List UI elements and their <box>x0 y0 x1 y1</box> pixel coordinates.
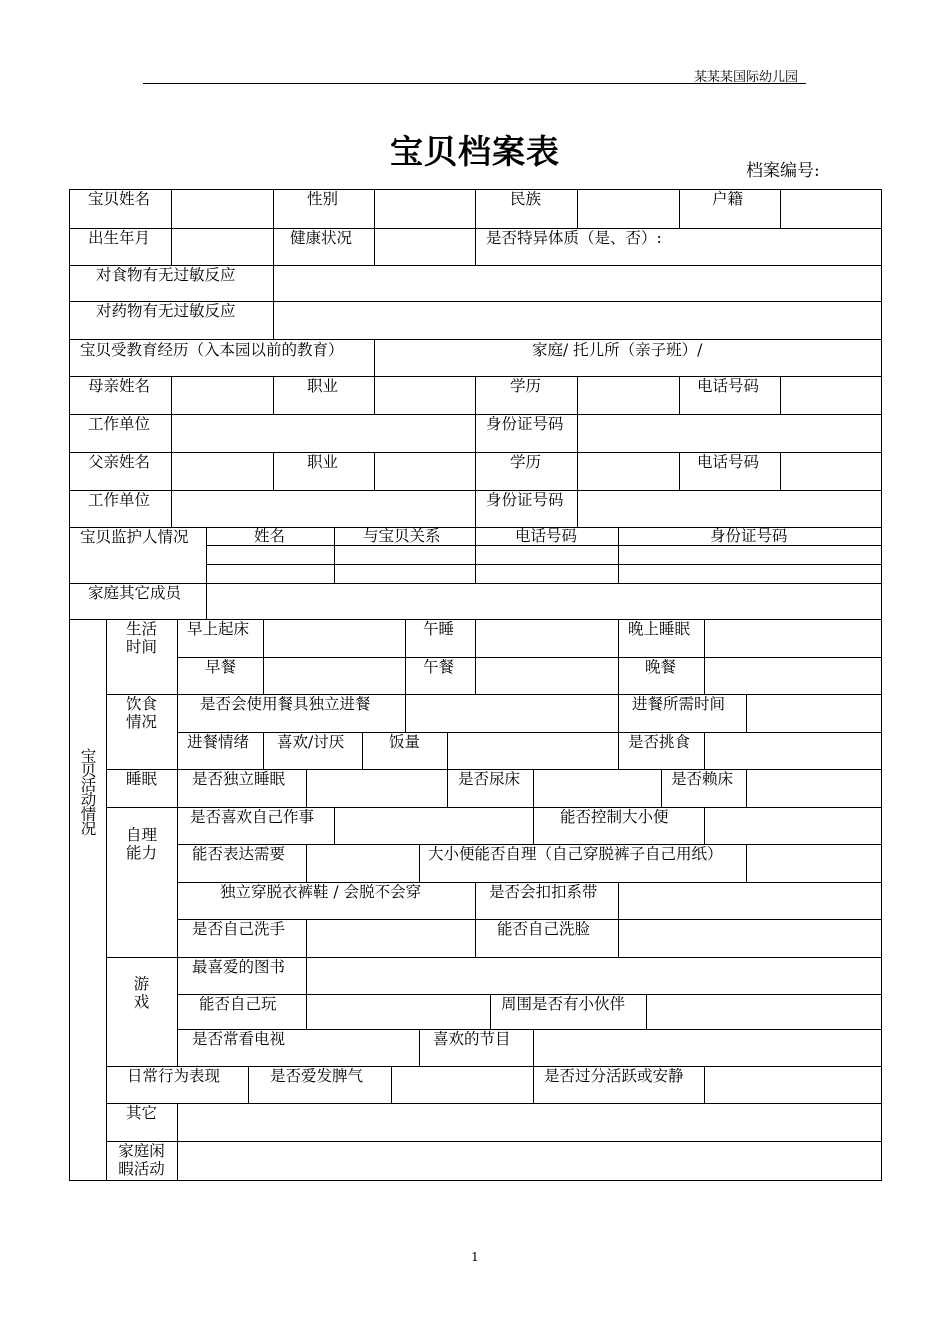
ethnicity-label-text: 民族 <box>510 190 542 208</box>
activity-section-label-text: 宝贝活动情况 <box>78 748 97 835</box>
guardian-name-header-label: 姓名 <box>254 527 286 545</box>
guardian-id-header-label: 身份证号码 <box>710 527 788 545</box>
drug-allergy-label-text: 对药物有无过敏反应 <box>96 302 236 320</box>
diet-label-text: 饮食 情况 <box>125 695 157 731</box>
sleep-alone-label-text: 是否独立睡眠 <box>192 770 286 788</box>
guardian-row2-phone[interactable] <box>475 564 619 584</box>
likes-own-tasks-label-text: 是否喜欢自己作事 <box>190 808 315 826</box>
breakfast-label-text: 早餐 <box>205 658 237 676</box>
play-label-text: 游 戏 <box>133 975 150 1011</box>
father-name-field[interactable] <box>171 452 274 491</box>
express-needs-label-text: 能否表达需要 <box>192 845 286 863</box>
page-number: 1 <box>471 1250 479 1264</box>
father-phone-label-text: 电话号码 <box>697 453 760 471</box>
picky-label-text: 是否挑食 <box>628 733 691 751</box>
other-members-field[interactable] <box>206 583 882 620</box>
father-education-field[interactable] <box>577 452 680 491</box>
like-dislike-label-text: 喜欢/讨厌 <box>277 733 345 751</box>
food-allergy-label-text: 对食物有无过敏反应 <box>96 266 236 284</box>
breakfast-field[interactable] <box>263 657 406 695</box>
buttons-field[interactable] <box>618 882 882 920</box>
guardian-row1-name[interactable] <box>206 545 335 565</box>
fav-books-label-text: 最喜爱的图书 <box>192 958 286 976</box>
dinner-label-text: 晚餐 <box>645 658 677 676</box>
guardian-row1-relation[interactable] <box>334 545 476 565</box>
temper-label-text: 是否爱发脾气 <box>270 1067 364 1085</box>
father-name-label-text: 父亲姓名 <box>88 453 151 471</box>
bowel-control-field[interactable] <box>704 807 882 845</box>
baby-name-label-text: 宝贝姓名 <box>88 190 151 208</box>
household-label-text: 户籍 <box>712 190 744 208</box>
meal-time-field[interactable] <box>746 694 882 733</box>
mother-name-field[interactable] <box>171 376 274 415</box>
bedwetting-label-text: 是否尿床 <box>458 770 521 788</box>
toilet-self-field[interactable] <box>746 844 882 883</box>
wash-hands-field[interactable] <box>306 919 476 958</box>
sleep-label-text: 睡眠 <box>126 770 158 788</box>
lunch-label-text: 午餐 <box>423 658 455 676</box>
ethnicity-field[interactable] <box>577 189 680 229</box>
food-amount-label-text: 饭量 <box>389 733 421 751</box>
play-alone-label-text: 能否自己玩 <box>199 995 277 1013</box>
watch-tv-label-text: 是否常看电视 <box>192 1030 286 1048</box>
birth-date-field[interactable] <box>171 228 274 266</box>
guardian-row2-name[interactable] <box>206 564 335 584</box>
file-number-label: 档案编号: <box>746 161 820 181</box>
mother-work-unit-field[interactable] <box>171 414 476 453</box>
bowel-control-label-text: 能否控制大小便 <box>560 808 669 826</box>
kindergarten-name: 某某某国际幼儿园 <box>694 70 799 85</box>
dinner-field[interactable] <box>704 657 882 695</box>
night-sleep-field[interactable] <box>704 619 882 658</box>
fav-books-field[interactable] <box>306 957 882 995</box>
mother-phone-field[interactable] <box>780 376 882 415</box>
father-id-field[interactable] <box>577 490 882 528</box>
mother-id-label-text: 身份证号码 <box>486 415 564 433</box>
birth-date-label-text: 出生年月 <box>88 229 151 247</box>
playmates-label-text: 周围是否有小伙伴 <box>501 995 626 1013</box>
guardian-label-text: 宝贝监护人情况 <box>80 528 189 546</box>
lunch-field[interactable] <box>475 657 619 695</box>
food-amount-field[interactable] <box>447 732 619 770</box>
other-field[interactable] <box>177 1103 882 1142</box>
father-education-label-text: 学历 <box>510 453 542 471</box>
mother-phone-label-text: 电话号码 <box>697 377 760 395</box>
wash-face-field[interactable] <box>618 919 882 958</box>
health-field[interactable] <box>374 228 476 266</box>
education-options-field-label: 家庭/ 托儿所（亲子班）/ <box>532 341 703 359</box>
guardian-relation-header-label: 与宝贝关系 <box>363 527 441 545</box>
activity-section-label <box>69 619 107 1181</box>
mother-education-field[interactable] <box>577 376 680 415</box>
nap-label-text: 午睡 <box>423 620 455 638</box>
mother-occupation-label-text: 职业 <box>307 377 339 395</box>
mother-work-unit-label-text: 工作单位 <box>88 415 151 433</box>
meal-mood-label-text: 进餐情绪 <box>187 733 250 751</box>
play-alone-field[interactable] <box>306 994 491 1030</box>
father-id-label-text: 身份证号码 <box>486 491 564 509</box>
meal-time-label-text: 进餐所需时间 <box>632 695 726 713</box>
family-leisure-label-text: 家庭闲 暇活动 <box>118 1142 165 1178</box>
father-phone-field[interactable] <box>780 452 882 491</box>
wake-up-field[interactable] <box>263 619 406 658</box>
eat-alone-label-text: 是否会使用餐具独立进餐 <box>200 695 371 713</box>
mother-name-label-text: 母亲姓名 <box>88 377 151 395</box>
dressing-label-text: 独立穿脱衣裤鞋 / 会脱不会穿 <box>220 883 422 901</box>
hyperactive-label-text: 是否过分活跃或安静 <box>544 1067 684 1085</box>
father-work-unit-label-text: 工作单位 <box>88 491 151 509</box>
guardian-row1-id[interactable] <box>618 545 882 565</box>
special-constitution-field-label: 是否特异体质（是、否）: <box>486 229 662 247</box>
gender-label-text: 性别 <box>307 190 339 208</box>
guardian-row2-relation[interactable] <box>334 564 476 584</box>
father-work-unit-field[interactable] <box>171 490 476 528</box>
toilet-self-label-text: 大小便能否自理（自己穿脱裤子自己用纸） <box>428 845 723 863</box>
express-needs-field[interactable] <box>306 844 420 883</box>
health-label-text: 健康状况 <box>290 229 353 247</box>
fav-programs-label-text: 喜欢的节目 <box>433 1030 511 1048</box>
mother-id-field[interactable] <box>577 414 882 453</box>
family-leisure-field[interactable] <box>177 1141 882 1181</box>
education-history-label-text: 宝贝受教育经历（入本园以前的教育） <box>80 341 344 359</box>
other-label-text: 其它 <box>126 1104 158 1122</box>
playmates-field[interactable] <box>646 994 882 1030</box>
mother-education-label-text: 学历 <box>510 377 542 395</box>
page-title: 宝贝档案表 <box>390 132 560 171</box>
wash-hands-label-text: 是否自己洗手 <box>192 920 286 938</box>
guardian-phone-header-label: 电话号码 <box>515 527 578 545</box>
life-time-label-text: 生活 时间 <box>125 620 157 656</box>
stay-in-bed-field[interactable] <box>746 769 882 808</box>
fav-programs-field[interactable] <box>533 1029 882 1067</box>
hyperactive-field[interactable] <box>704 1066 882 1104</box>
mother-occupation-field[interactable] <box>374 376 476 415</box>
drug-allergy-field[interactable] <box>273 301 882 340</box>
wash-face-label-text: 能否自己洗脸 <box>497 920 591 938</box>
household-field[interactable] <box>780 189 882 229</box>
gender-field[interactable] <box>374 189 476 229</box>
daily-behavior-label-text: 日常行为表现 <box>127 1067 221 1085</box>
sleep-alone-field[interactable] <box>306 769 448 808</box>
wake-up-label-text: 早上起床 <box>187 620 250 638</box>
buttons-label-text: 是否会扣扣系带 <box>489 883 598 901</box>
play-label <box>106 957 178 1067</box>
other-members-label-text: 家庭其它成员 <box>88 584 182 602</box>
picky-field[interactable] <box>704 732 882 770</box>
nap-field[interactable] <box>475 619 619 658</box>
temper-field[interactable] <box>391 1066 534 1104</box>
stay-in-bed-label-text: 是否赖床 <box>671 770 734 788</box>
baby-name-field[interactable] <box>171 189 274 229</box>
father-occupation-field[interactable] <box>374 452 476 491</box>
likes-own-tasks-field[interactable] <box>334 807 534 845</box>
food-allergy-field[interactable] <box>273 265 882 302</box>
bedwetting-field[interactable] <box>533 769 662 808</box>
guardian-row2-id[interactable] <box>618 564 882 584</box>
eat-alone-field[interactable] <box>405 694 619 733</box>
self-care-label-text: 自理 能力 <box>125 826 157 862</box>
father-occupation-label-text: 职业 <box>307 453 339 471</box>
night-sleep-label-text: 晚上睡眠 <box>628 620 691 638</box>
guardian-row1-phone[interactable] <box>475 545 619 565</box>
